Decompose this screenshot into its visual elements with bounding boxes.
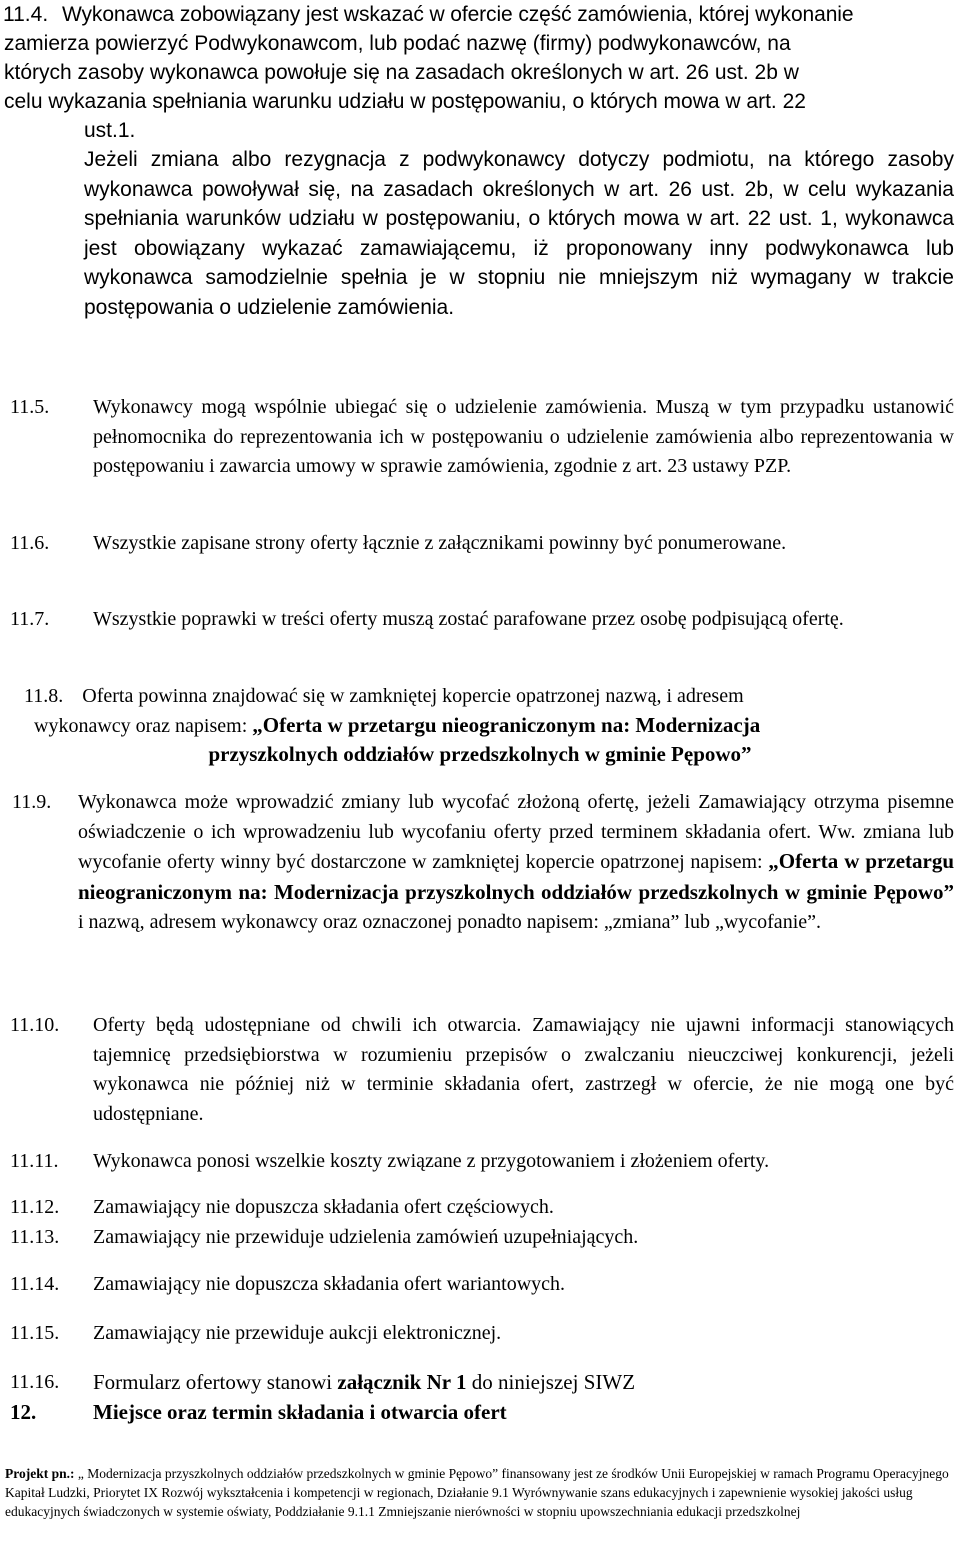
section-11-7 — [10, 605, 954, 635]
section-11-6 — [10, 529, 954, 559]
section-text: Oferta powinna znajdować się w zamkniętej kopercie opatrzonej nazwą, i adresem — [82, 685, 744, 707]
section-11-4-number: 11.4. — [3, 3, 49, 26]
section-text: Oferty będą udostępniane od chwili ich otwarcia. Zamawiający nie ujawni informacji stanowiących tajemnicę przedsiębiorstwa w rozumieniu przepisów o zwalczaniu nieuczciwej konkurencji, jeżeli wykonawca nie później niż w terminie składania ofert, zastrzegł w ofercie, że nie mogą one być udostępniane. — [93, 1014, 954, 1125]
section-11-12 — [10, 1193, 954, 1223]
section-number: 11.15. — [10, 1322, 60, 1344]
section-bold-text: „Oferta w przetargu nieograniczonym na: Modernizacja przyszkolnych oddziałów przedszkolnych w gminie Pępowo” — [78, 849, 955, 904]
section-text: Zamawiający nie przewiduje aukcji elektronicznej. — [93, 1322, 502, 1344]
section-bold-text: przyszkolnych oddziałów przedszkolnych w gminie Pępowo” — [208, 742, 752, 766]
footer-text: „ Modernizacja przyszkolnych oddziałów przedszkolnych w gminie Pępowo” finansowany jest ze środków Unii Europejskiej w ramach Programu Operacyjnego Kapitał Ludzki, Priorytet IX Rozwój wykształcenia i kompetencji w regionach, Działanie 9.1 Wyrównywanie szans edukacyjnych i zapewnienie wysokiej jakości usług edukacyjnych świadczonych w systemie oświaty, Poddziałanie 9.1.1 Zmniejszanie nierówności w stopniu upowszechniania edukacji przedszkolnej — [5, 1466, 949, 1519]
section-text: Wykonawcy mogą wspólnie ubiegać się o udzielenie zamówienia. Muszą w tym przypadku ustanowić pełnomocnika do reprezentowania ich w postępowaniu o udzielenie zamówienia albo reprezentowania w postępowaniu i zawarcia umowy w sprawie zamówienia, zgodnie z art. 23 ustawy PZP. — [93, 396, 954, 477]
section-11-4-line: Wykonawca zobowiązany jest wskazać w ofercie część zamówienia, której wykonanie — [62, 3, 854, 26]
section-11-15 — [10, 1319, 954, 1349]
section-text: Zamawiający nie dopuszcza składania ofert częściowych. — [93, 1196, 554, 1218]
section-number: 11.7. — [10, 608, 50, 630]
section-11-4-line: których zasoby wykonawca powołuje się na zasadach określonych w art. 26 ust. 2b w — [4, 61, 799, 84]
section-text: Zamawiający nie przewiduje udzielenia zamówień uzupełniających. — [93, 1226, 639, 1248]
section-number: 11.12. — [10, 1196, 60, 1218]
section-11-4-line: ust.1. — [84, 119, 136, 142]
section-11-14 — [10, 1270, 954, 1300]
section-11-10 — [10, 1011, 954, 1129]
section-title: Miejsce oraz termin składania i otwarcia ofert — [93, 1400, 507, 1424]
section-11-11 — [10, 1147, 954, 1177]
section-text: Formularz ofertowy stanowi — [93, 1370, 333, 1394]
section-number: 11.6. — [10, 532, 50, 554]
section-text: do niniejszej SIWZ — [471, 1370, 636, 1394]
section-12-heading — [10, 1398, 954, 1428]
section-11-16 — [10, 1368, 954, 1398]
section-11-4-paragraph: Jeżeli zmiana albo rezygnacja z podwykonawcy dotyczy podmiotu, na którego zasoby wykonawca powoływał się, na zasadach określonych w art. 26 ust. 2b, w celu wykazania spełniania warunków udziału w postępowaniu, o których mowa w art. 22 ust. 1, wykonawca jest obowiązany wykazać zamawiającemu, iż proponowany inny podwykonawca lub wykonawca samodzielnie spełnia je w stopniu nie mniejszym niż wymagany w trakcie postępowania o udzielenie zamówienia. — [84, 148, 954, 319]
section-11-5 — [10, 393, 954, 482]
section-number: 11.11. — [10, 1150, 59, 1172]
section-text: Zamawiający nie dopuszcza składania ofert wariantowych. — [93, 1273, 566, 1295]
section-text: wykonawcy oraz napisem: — [34, 715, 248, 737]
section-bold-text: „Oferta w przetargu nieograniczonym na: Modernizacja — [252, 713, 761, 737]
section-11-9 — [10, 788, 954, 938]
section-bold-text: załącznik Nr 1 — [337, 1370, 467, 1394]
footer-label: Projekt pn.: — [5, 1466, 75, 1481]
section-text: Wykonawca może wprowadzić zmiany lub wycofać złożoną ofertę, jeżeli Zamawiający otrzyma pisemne oświadczenie o ich wprowadzeniu lub wycofaniu oferty przed terminem składania ofert. Ww. zmiana lub wycofanie oferty winny być dostarczone w zamkniętej kopercie opatrzonej napisem: — [78, 791, 954, 873]
section-11-4-line: celu wykazania spełniania warunku udziału w postępowaniu, o których mowa w art. 22 — [4, 90, 806, 113]
section-number: 12. — [10, 1400, 37, 1424]
section-text: i nazwą, adresem wykonawcy oraz oznaczonej ponadto napisem: „zmiana” lub „wycofanie”. — [78, 911, 821, 933]
section-text: Wszystkie zapisane strony oferty łącznie z załącznikami powinny być ponumerowane. — [93, 532, 787, 554]
section-number: 11.9. — [12, 791, 52, 813]
section-text: Wszystkie poprawki w treści oferty muszą zostać parafowane przez osobę podpisującą ofertę. — [93, 608, 844, 630]
section-number: 11.10. — [10, 1014, 60, 1036]
section-number: 11.16. — [10, 1371, 60, 1393]
section-11-13 — [10, 1223, 954, 1253]
section-text: Wykonawca ponosi wszelkie koszty związane z przygotowaniem i złożeniem oferty. — [93, 1150, 770, 1172]
section-number: 11.13. — [10, 1226, 60, 1248]
section-number: 11.8. — [24, 685, 64, 707]
page-footer — [5, 1464, 960, 1521]
section-number: 11.14. — [10, 1273, 60, 1295]
section-number: 11.5. — [10, 396, 50, 418]
section-11-4-line: zamierza powierzyć Podwykonawcom, lub podać nazwę (firmy) podwykonawców, na — [4, 32, 791, 55]
